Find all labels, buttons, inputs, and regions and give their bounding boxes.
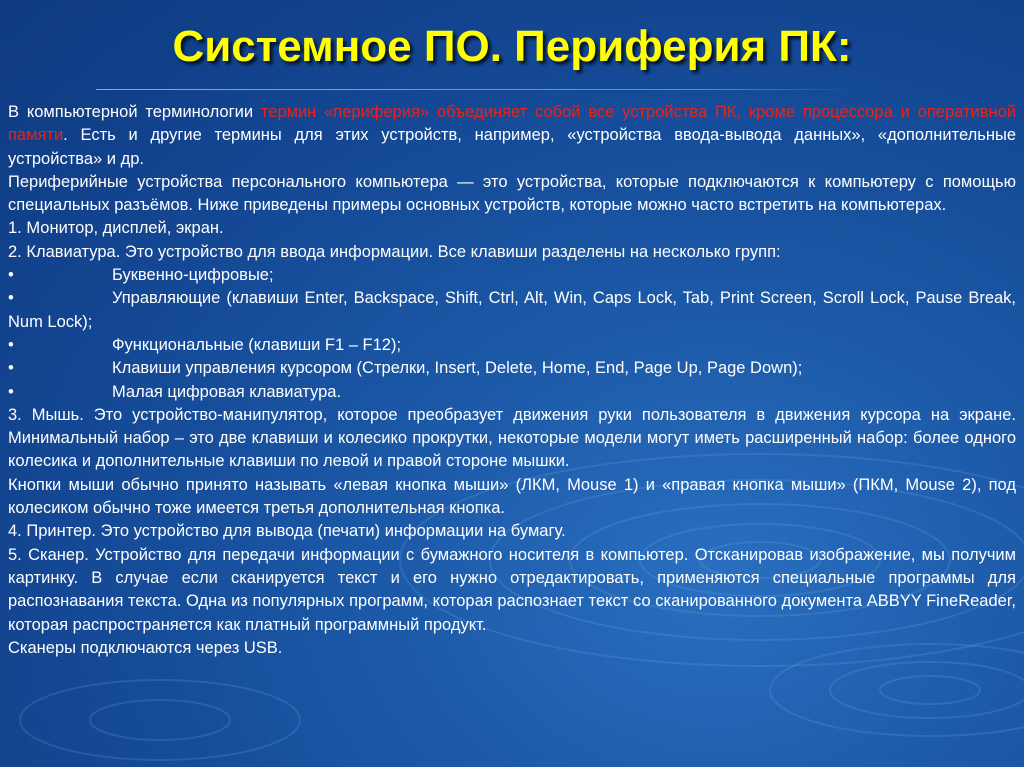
bullet-item <box>8 287 1016 334</box>
list-item-printer: 4. Принтер. Это устройство для вывода (печати) информации на бумагу. <box>8 522 566 541</box>
mouse-buttons-paragraph: Кнопки мыши обычно принято называть «левая кнопка мыши» (ЛКМ, Mouse 1) и «правая кнопка мыши» (ПКМ, Mouse 2), под колесиком обычно тоже имеется третья дополнительная кнопка. <box>8 475 1016 518</box>
bullet-text-continuation: Lock, Pause Break, Num Lock); <box>8 289 1017 331</box>
list-item-mouse: 3. Мышь. Это устройство-манипулятор, которое преобразует движения руки пользователя в движения курсора на экране. Минимальный набор – это две клавиши и колесико прокрутки, некоторые модели могут иметь расширенный набор: более одного колесика и дополнительные клавиши по левой и правой стороне мышки. <box>8 405 1016 471</box>
slide-body <box>8 101 1016 660</box>
list-item-keyboard: 2. Клавиатура. Это устройство для ввода информации. Все клавиши разделены на несколько групп: <box>8 242 781 261</box>
bullet-item <box>8 357 1016 380</box>
bullet-item <box>8 334 1016 357</box>
bullet-icon: • <box>8 335 14 354</box>
intro-text-start: В компьютерной терминологии <box>8 103 261 121</box>
title-divider <box>96 89 856 90</box>
peripheral-paragraph: Периферийные устройства персонального компьютера — это устройства, которые подключаются к компьютеру с помощью специальных разъёмов. Ниже приведены примеры основных устройств, которые можно часто встретить на компьютерах. <box>8 172 1016 215</box>
slide-title: Системное ПО. Периферия ПК: <box>172 22 852 71</box>
highlight-definition: термин «периферия» объединяет собой все устройства ПК, кроме процессора и оперативной памяти <box>8 103 1017 145</box>
bullet-text: Буквенно-цифровые; <box>112 266 274 285</box>
bullet-item <box>8 264 1016 287</box>
list-item-monitor: 1. Монитор, дисплей, экран. <box>8 219 224 238</box>
bullet-text: Клавиши управления курсором (Стрелки, Insert, Delete, Home, End, Page Up, Page Down); <box>112 359 803 378</box>
scanner-usb-paragraph: Сканеры подключаются через USB. <box>8 638 283 657</box>
bullet-icon: • <box>8 359 14 378</box>
intro-text-end: . Есть и другие термины для этих устройств, например, «устройства ввода-вывода данных», «дополнительные устройства» и др. <box>8 126 1016 168</box>
bullet-icon: • <box>8 382 14 401</box>
bullet-text: Управляющие (клавиши Enter, Backspace, Shift, Ctrl, Alt, Win, Caps Lock, Tab, Print Screen, Scroll <box>112 289 864 308</box>
bullet-item <box>8 381 1016 404</box>
intro-paragraph <box>8 101 1016 171</box>
bullet-icon: • <box>8 266 14 285</box>
bullet-text: Малая цифровая клавиатура. <box>112 382 342 401</box>
bullet-icon: • <box>8 289 14 308</box>
list-item-scanner: 5. Сканер. Устройство для передачи информации с бумажного носителя в компьютер. Отсканировав изображение, мы получим картинку. В случае если сканируется текст и его нужно отредактировать, применяются специальные программы для распознавания текста. Одна из популярных программ, которая распознает текст со сканированного документа ABBYY FineReader, которая распространяется как платный программный продукт. <box>8 545 1016 634</box>
bullet-text: Функциональные (клавиши F1 – F12); <box>112 335 402 354</box>
